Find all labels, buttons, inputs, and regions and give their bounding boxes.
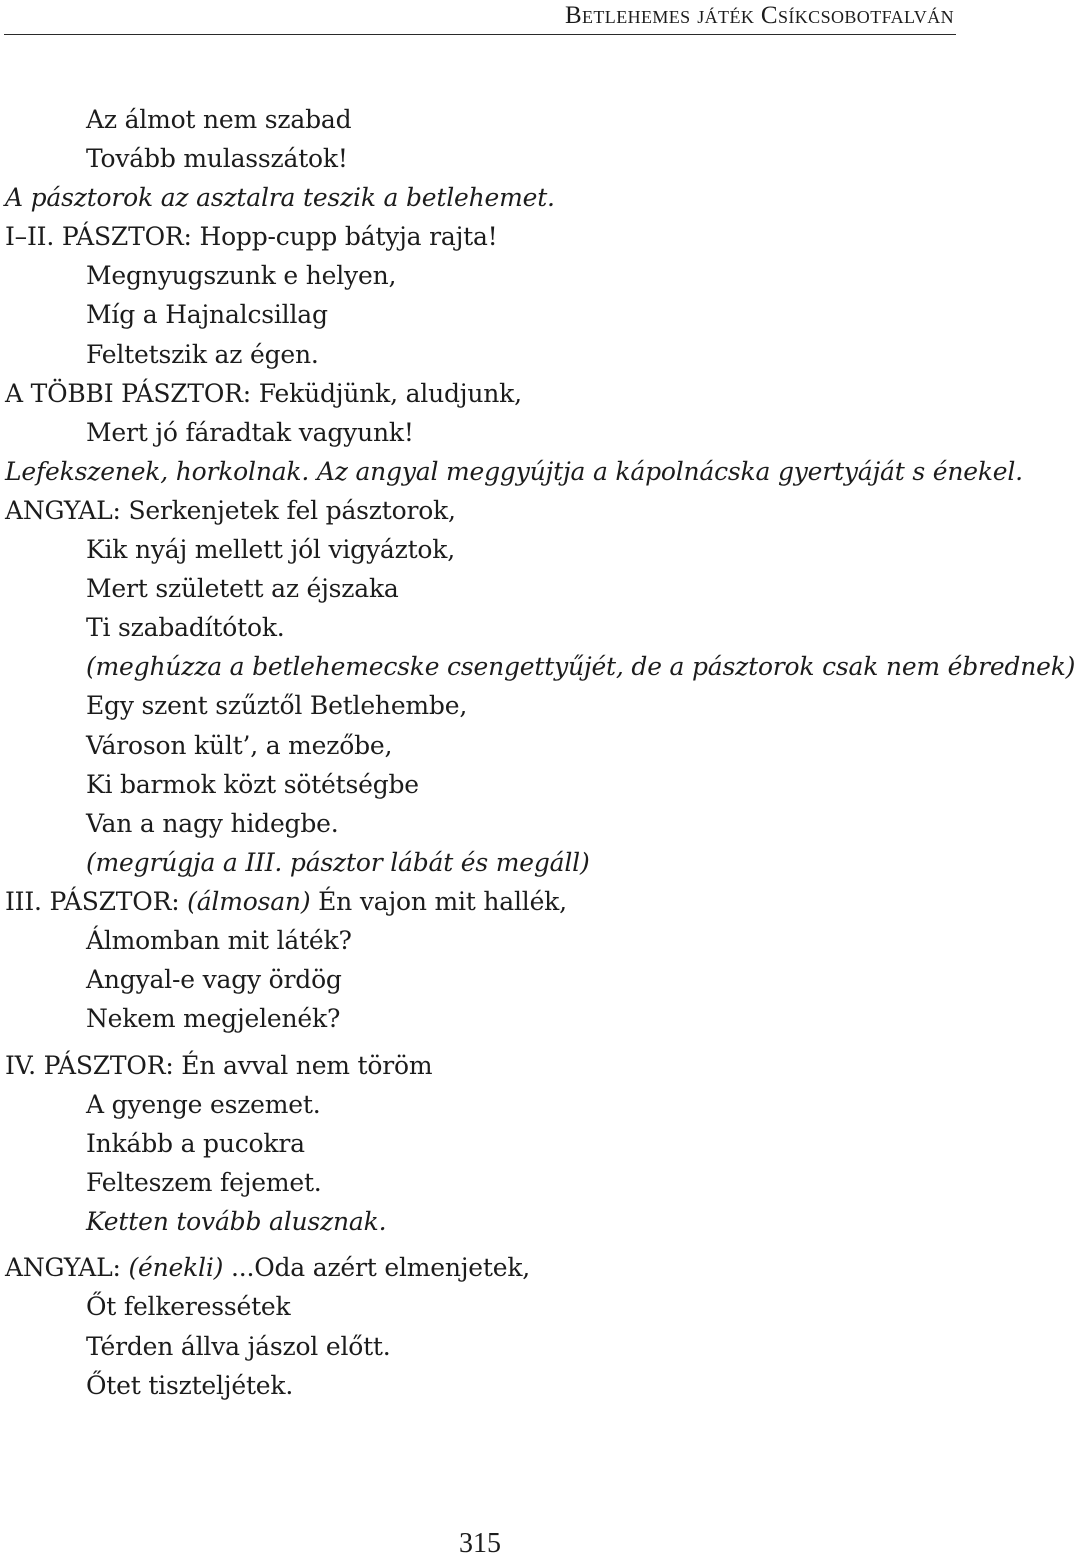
speaker-label: ANGYAL:	[5, 1253, 121, 1283]
speech-line	[0, 491, 960, 530]
verse-line: Őt felkeressétek	[86, 1292, 291, 1322]
speaker-label: I–II. PÁSZTOR:	[5, 222, 192, 252]
verse-line: Őtet tiszteljétek.	[86, 1370, 294, 1400]
verse-line: Ki barmok közt sötétségbe	[86, 769, 419, 799]
stage-direction: Ketten tovább alusznak.	[86, 1206, 387, 1236]
speech-line	[0, 1248, 960, 1287]
speaker-label: ANGYAL:	[5, 495, 121, 525]
verse-line: Megnyugszunk e helyen,	[86, 261, 397, 291]
speaker-label: III. PÁSZTOR:	[5, 886, 180, 916]
stage-direction-inline: (álmosan)	[179, 886, 311, 916]
verse-line: Mert jó fáradtak vagyunk!	[86, 417, 414, 447]
verse-line: Az álmot nem szabad	[86, 105, 352, 134]
speaker-label: IV. PÁSZTOR:	[5, 1050, 174, 1080]
verse-line: Mert született az éjszaka	[86, 574, 399, 604]
header-rule	[4, 34, 956, 35]
stage-direction-inline: (énekli)	[120, 1253, 224, 1283]
stage-direction: (meghúzza a betlehemecske csengettyűjét, de a pásztorok csak nem ébrednek)	[86, 652, 1075, 682]
verse-line: Angyal-e vagy ördög	[86, 965, 342, 995]
verse-line: Van a nagy hidegbe.	[86, 808, 339, 838]
verse-line: Kik nyáj mellett jól vigyáztok,	[86, 535, 455, 565]
stage-direction: Lefekszenek, horkolnak. Az angyal meggyújtja a kápolnácska gyertyáját s énekel.	[5, 456, 1023, 486]
verse-text: Hopp-cupp bátyja rajta!	[191, 222, 498, 252]
verse-line: Térden állva jászol előtt.	[86, 1331, 391, 1361]
speech-line	[0, 1046, 960, 1085]
verse-line: Míg a Hajnalcsillag	[86, 300, 328, 330]
verse-line: Városon kült’, a mezőbe,	[86, 730, 393, 760]
verse-text: Én avval nem töröm	[173, 1050, 433, 1080]
speech-line	[0, 374, 960, 413]
verse-line: Nekem megjelenék?	[86, 1004, 341, 1034]
speaker-label: A TÖBBI PÁSZTOR:	[5, 378, 252, 408]
verse-text: Én vajon mit hallék,	[310, 886, 567, 916]
verse-line: Feltetszik az égen.	[86, 339, 319, 369]
verse-line: Inkább a pucokra	[86, 1128, 305, 1158]
verse-line: Ti szabadítótok.	[86, 613, 285, 643]
running-head: Betlehemes játék Csíkcsobotfalván	[564, 2, 954, 29]
verse-line: Álmomban mit láték?	[86, 925, 352, 955]
verse-line: Tovább mulasszátok!	[86, 144, 348, 174]
page-number: 315	[459, 1528, 501, 1559]
stage-direction: A pásztorok az asztalra teszik a betlehemet.	[5, 183, 555, 213]
verse-text: Serkenjetek fel pásztorok,	[120, 495, 456, 525]
verse-line: A gyenge eszemet.	[86, 1089, 321, 1119]
stage-direction: (megrúgja a III. pásztor lábát és megáll)	[86, 847, 590, 877]
verse-line: Egy szent szűztől Betlehembe,	[86, 691, 468, 721]
play-text	[0, 100, 1075, 1405]
verse-text: Feküdjünk, aludjunk,	[251, 378, 522, 408]
speech-line	[0, 882, 960, 921]
speech-line	[0, 217, 960, 256]
verse-text: ...Oda azért elmenjetek,	[223, 1253, 531, 1283]
verse-line: Felteszem fejemet.	[86, 1167, 322, 1197]
